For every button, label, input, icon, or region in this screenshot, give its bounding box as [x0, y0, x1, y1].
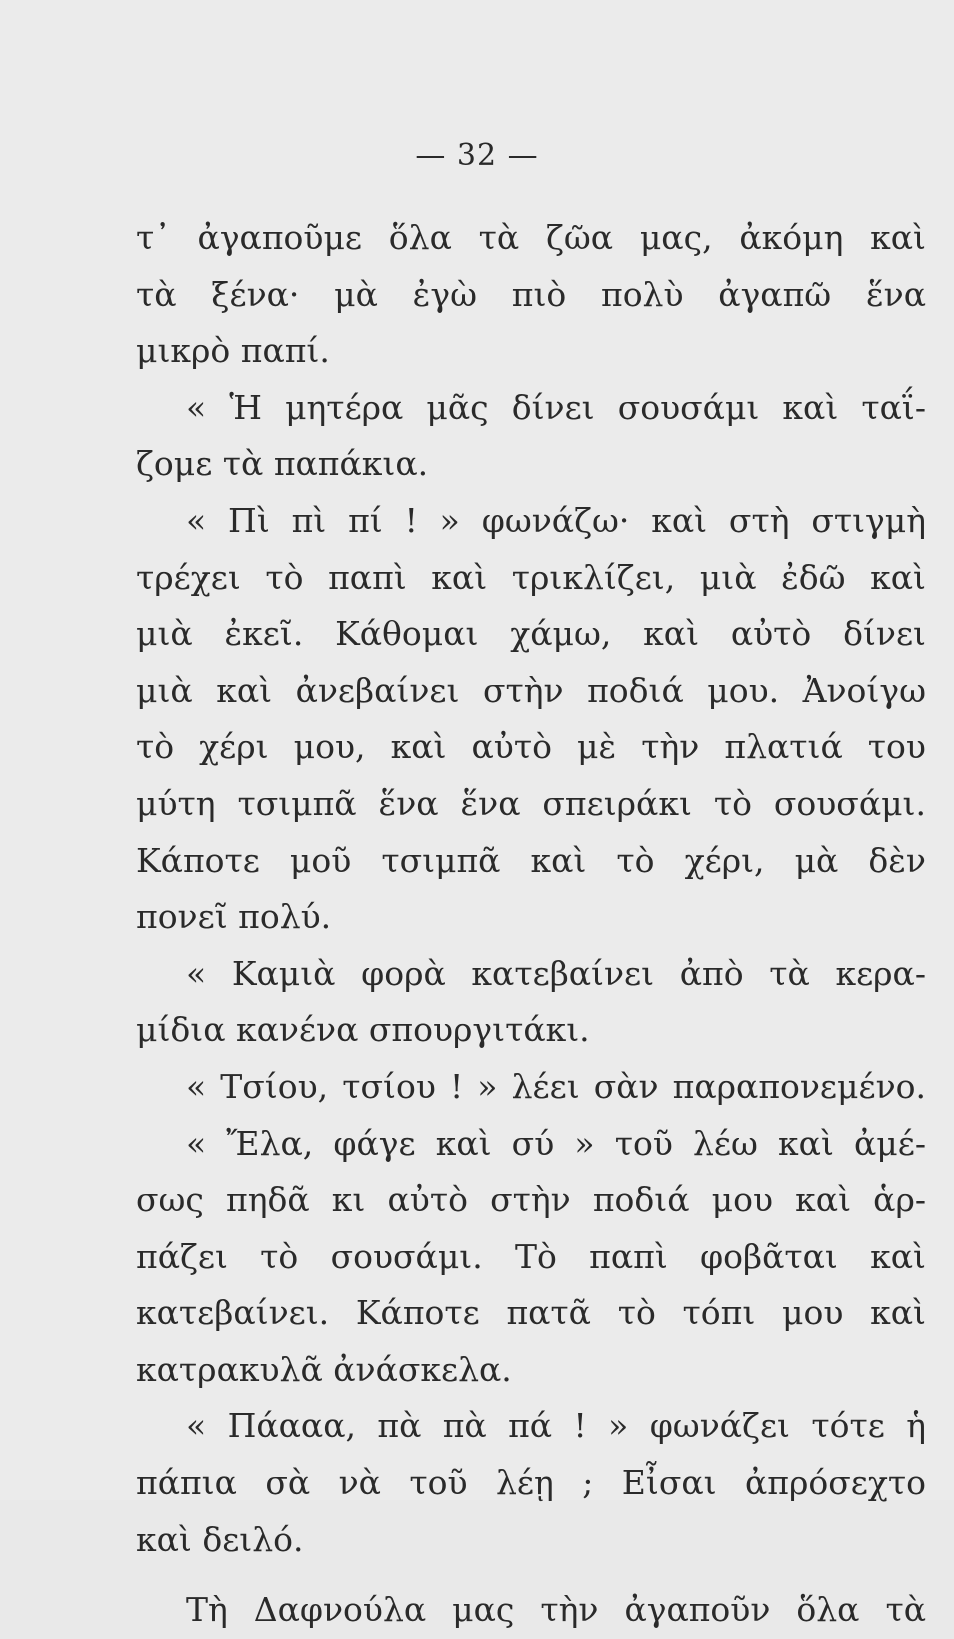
text-line: μύτη τσιμπᾶ ἕνα ἕνα σπειράκι τὸ σουσάμι.	[136, 783, 926, 823]
text-line: μιὰ καὶ ἀνεβαίνει στὴν ποδιά μου. Ἀνοίγω	[136, 670, 926, 710]
text-line: τὸ χέρι μου, καὶ αὐτὸ μὲ τὴν πλατιά του	[136, 727, 926, 767]
paragraph-gap	[136, 1568, 926, 1582]
text-line: πάπια σὰ νὰ τοῦ λέῃ ; Εἶσαι ἀπρόσεχτο	[136, 1463, 926, 1503]
text-line: τὰ ξένα· μὰ ἐγὼ πιὸ πολὺ ἀγαπῶ ἕνα	[136, 274, 926, 314]
text-line: μιὰ ἐκεῖ. Κάθομαι χάμω, καὶ αὐτὸ δίνει	[136, 614, 926, 654]
text-line: « Ἔλα, φάγε καὶ σύ » τοῦ λέω καὶ ἀμέ-	[186, 1123, 926, 1163]
body-text	[136, 210, 926, 1639]
text-line: τ᾿ ἀγαποῦμε ὅλα τὰ ζῶα μας, ἀκόμη καὶ	[136, 218, 926, 257]
text-line: « Καμιὰ φορὰ κατεβαίνει ἀπὸ τὰ κερα-	[186, 953, 926, 993]
text-line: κατεβαίνει. Κάποτε πατᾶ τὸ τόπι μου καὶ	[136, 1293, 926, 1333]
text-line: καὶ δειλό.	[136, 1519, 304, 1559]
text-line: μίδια κανένα σπουργιτάκι.	[136, 1010, 590, 1050]
text-line: Τὴ Δαφνούλα μας τὴν ἀγαποῦν ὅλα τὰ	[186, 1590, 926, 1630]
text-line: μικρὸ παπί.	[136, 331, 330, 371]
text-line: « Τσίου, τσίου ! » λέει σὰν παραπονεμένο.	[186, 1066, 926, 1106]
page-number: — 32 —	[415, 138, 539, 173]
text-line: σως πηδᾶ κι αὐτὸ στὴν ποδιά μου καὶ ἁρ-	[136, 1180, 926, 1220]
text-line: « Πάααα, πὰ πὰ πά ! » φωνάζει τότε ἡ	[186, 1406, 926, 1446]
text-line: ζομε τὰ παπάκια.	[136, 444, 429, 484]
text-line: τρέχει τὸ παπὶ καὶ τρικλίζει, μιὰ ἐδῶ καὶ	[136, 557, 926, 597]
text-line: κατρακυλᾶ ἀνάσκελα.	[136, 1349, 512, 1389]
text-line: πάζει τὸ σουσάμι. Τὸ παπὶ φοβᾶται καὶ	[136, 1236, 926, 1276]
text-line: Κάποτε μοῦ τσιμπᾶ καὶ τὸ χέρι, μὰ δὲν	[136, 840, 926, 880]
text-line: πονεῖ πολύ.	[136, 897, 332, 937]
text-line: « Πὶ πὶ πί ! » φωνάζω· καὶ στὴ στιγμὴ	[186, 500, 926, 540]
text-line: « Ἡ μητέρα μᾶς δίνει σουσάμι καὶ ταΐ-	[186, 387, 926, 427]
